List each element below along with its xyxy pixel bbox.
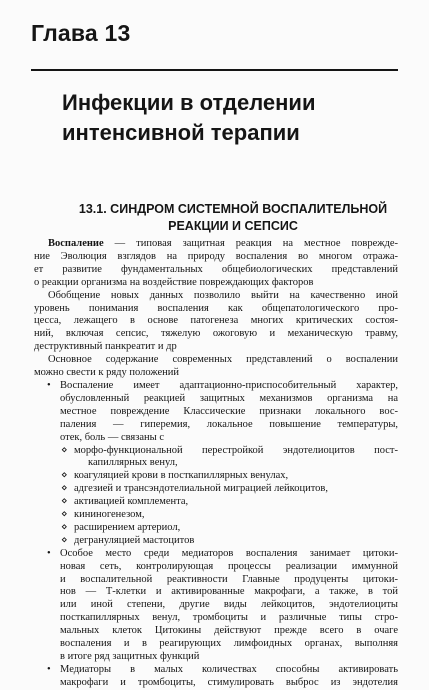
sub-item-line: капиллярных венул,	[88, 457, 178, 469]
sub-item-line: ⋄ адгезией и трансэндотелиальной миграцией лейкоцитов,	[61, 483, 328, 495]
paragraph-line: цесса, лежащего в основе патогенеза многих критических состоя-	[34, 315, 398, 327]
sub-item-line: ⋄ расширением артериол,	[61, 521, 181, 533]
diamond-icon: ⋄	[61, 509, 68, 521]
bullet-line: • Воспаление имеет адаптационно-приспособительный характер,	[47, 379, 398, 391]
bullet-line: отек, боль — связаны с	[60, 431, 165, 443]
section-heading-line-2: РЕАКЦИИ И СЕПСИС	[168, 219, 298, 233]
bullet-icon: •	[47, 547, 51, 559]
bullet-line: обусловленный реакцией защитных механизмов организма на	[60, 392, 398, 404]
sub-item-line: ⋄ кининогенезом,	[61, 509, 145, 521]
sub-item-line: ⋄ коагуляцией крови в посткапиллярных венулах,	[61, 470, 289, 482]
bullet-line: в итоге ряд защитных функций	[60, 651, 200, 662]
bullet-line: и воспалительной реактивности Главные продуценты цитоки-	[60, 573, 398, 585]
chapter-rule	[31, 69, 398, 71]
chapter-title	[62, 88, 315, 148]
bullet-line: воспаления и в реагирующих лимфоидных органах, выполняя	[60, 638, 398, 650]
paragraph-line: ний, включая сепсис, тяжелую ожоговую и механическую травму,	[34, 328, 398, 340]
paragraph-line: ет развитие фундаментальных общебиологических представлений	[34, 263, 398, 275]
paragraph-line: можно свести к ряду положений	[34, 367, 179, 379]
diamond-icon: ⋄	[61, 483, 68, 495]
diamond-icon: ⋄	[61, 496, 68, 508]
term-inflammation: Воспаление	[48, 238, 104, 249]
bullet-line: или иной степени, другие виды лейкоцитов, эндотелиоциты	[60, 599, 398, 611]
paragraph-line: о реакции организма на воздействие повреждающих факторов	[34, 276, 314, 288]
paragraph-line: ние Эволюция взглядов на природу воспаления во многом отража-	[34, 250, 398, 262]
bullet-line: • Особое место среди медиаторов воспаления занимает цитоки-	[47, 547, 398, 559]
bullet-line: новая сеть, контролирующая процессы реализации иммунной	[60, 560, 398, 572]
section-heading	[68, 201, 398, 235]
bullet-line: • Медиаторы в малых количествах способны активировать	[47, 663, 398, 675]
bullet-line: нов — Т-клетки и активированные макрофаги, а также, в той	[60, 586, 398, 598]
sub-item-line: ⋄ активацией комплемента,	[61, 496, 189, 508]
diamond-icon: ⋄	[61, 521, 68, 533]
body-text	[34, 238, 398, 690]
diamond-icon: ⋄	[61, 534, 68, 546]
bullet-line: местное повреждение Классические признаки локального вос-	[60, 405, 398, 417]
bullet-line: мальных клеток Цитокины действуют прежде всего в очаге	[60, 625, 398, 637]
diamond-icon: ⋄	[61, 470, 68, 482]
paragraph-line: деструктивный панкреатит и др	[34, 341, 177, 353]
bullet-line: паления — гиперемия, локальное повышение температуры,	[60, 418, 398, 430]
chapter-title-line-1: Инфекции в отделении	[62, 90, 316, 115]
diamond-icon: ⋄	[61, 444, 68, 456]
bullet-line: посткапиллярных венул, тромбоциты и различные типы стро-	[60, 612, 398, 624]
bullet-line: макрофаги и тромбоциты, стимулировать выброс из эндотелия	[60, 676, 398, 688]
section-heading-line-1: 13.1. СИНДРОМ СИСТЕМНОЙ ВОСПАЛИТЕЛЬНОЙ	[78, 202, 388, 216]
paragraph-line: Воспаление — типовая защитная реакция на местное поврежде-	[48, 238, 398, 249]
paragraph-line: Обобщение новых данных позволило выйти на качественно иной	[48, 289, 398, 301]
paragraph-line: Основное содержание современных представлений о воспалении	[48, 354, 398, 366]
paragraph-line: уровень понимания воспаления как общепатологического про-	[34, 302, 398, 314]
bullet-icon: •	[47, 379, 51, 391]
chapter-heading: Глава 13	[31, 20, 131, 46]
chapter-title-line-2: интенсивной терапии	[62, 120, 300, 145]
bullet-icon: •	[47, 663, 51, 675]
sub-item-line: ⋄ морфо-функциональной перестройкой эндотелиоцитов пост-	[61, 444, 398, 456]
sub-item-line: ⋄ дегрануляцией мастоцитов	[61, 534, 195, 546]
